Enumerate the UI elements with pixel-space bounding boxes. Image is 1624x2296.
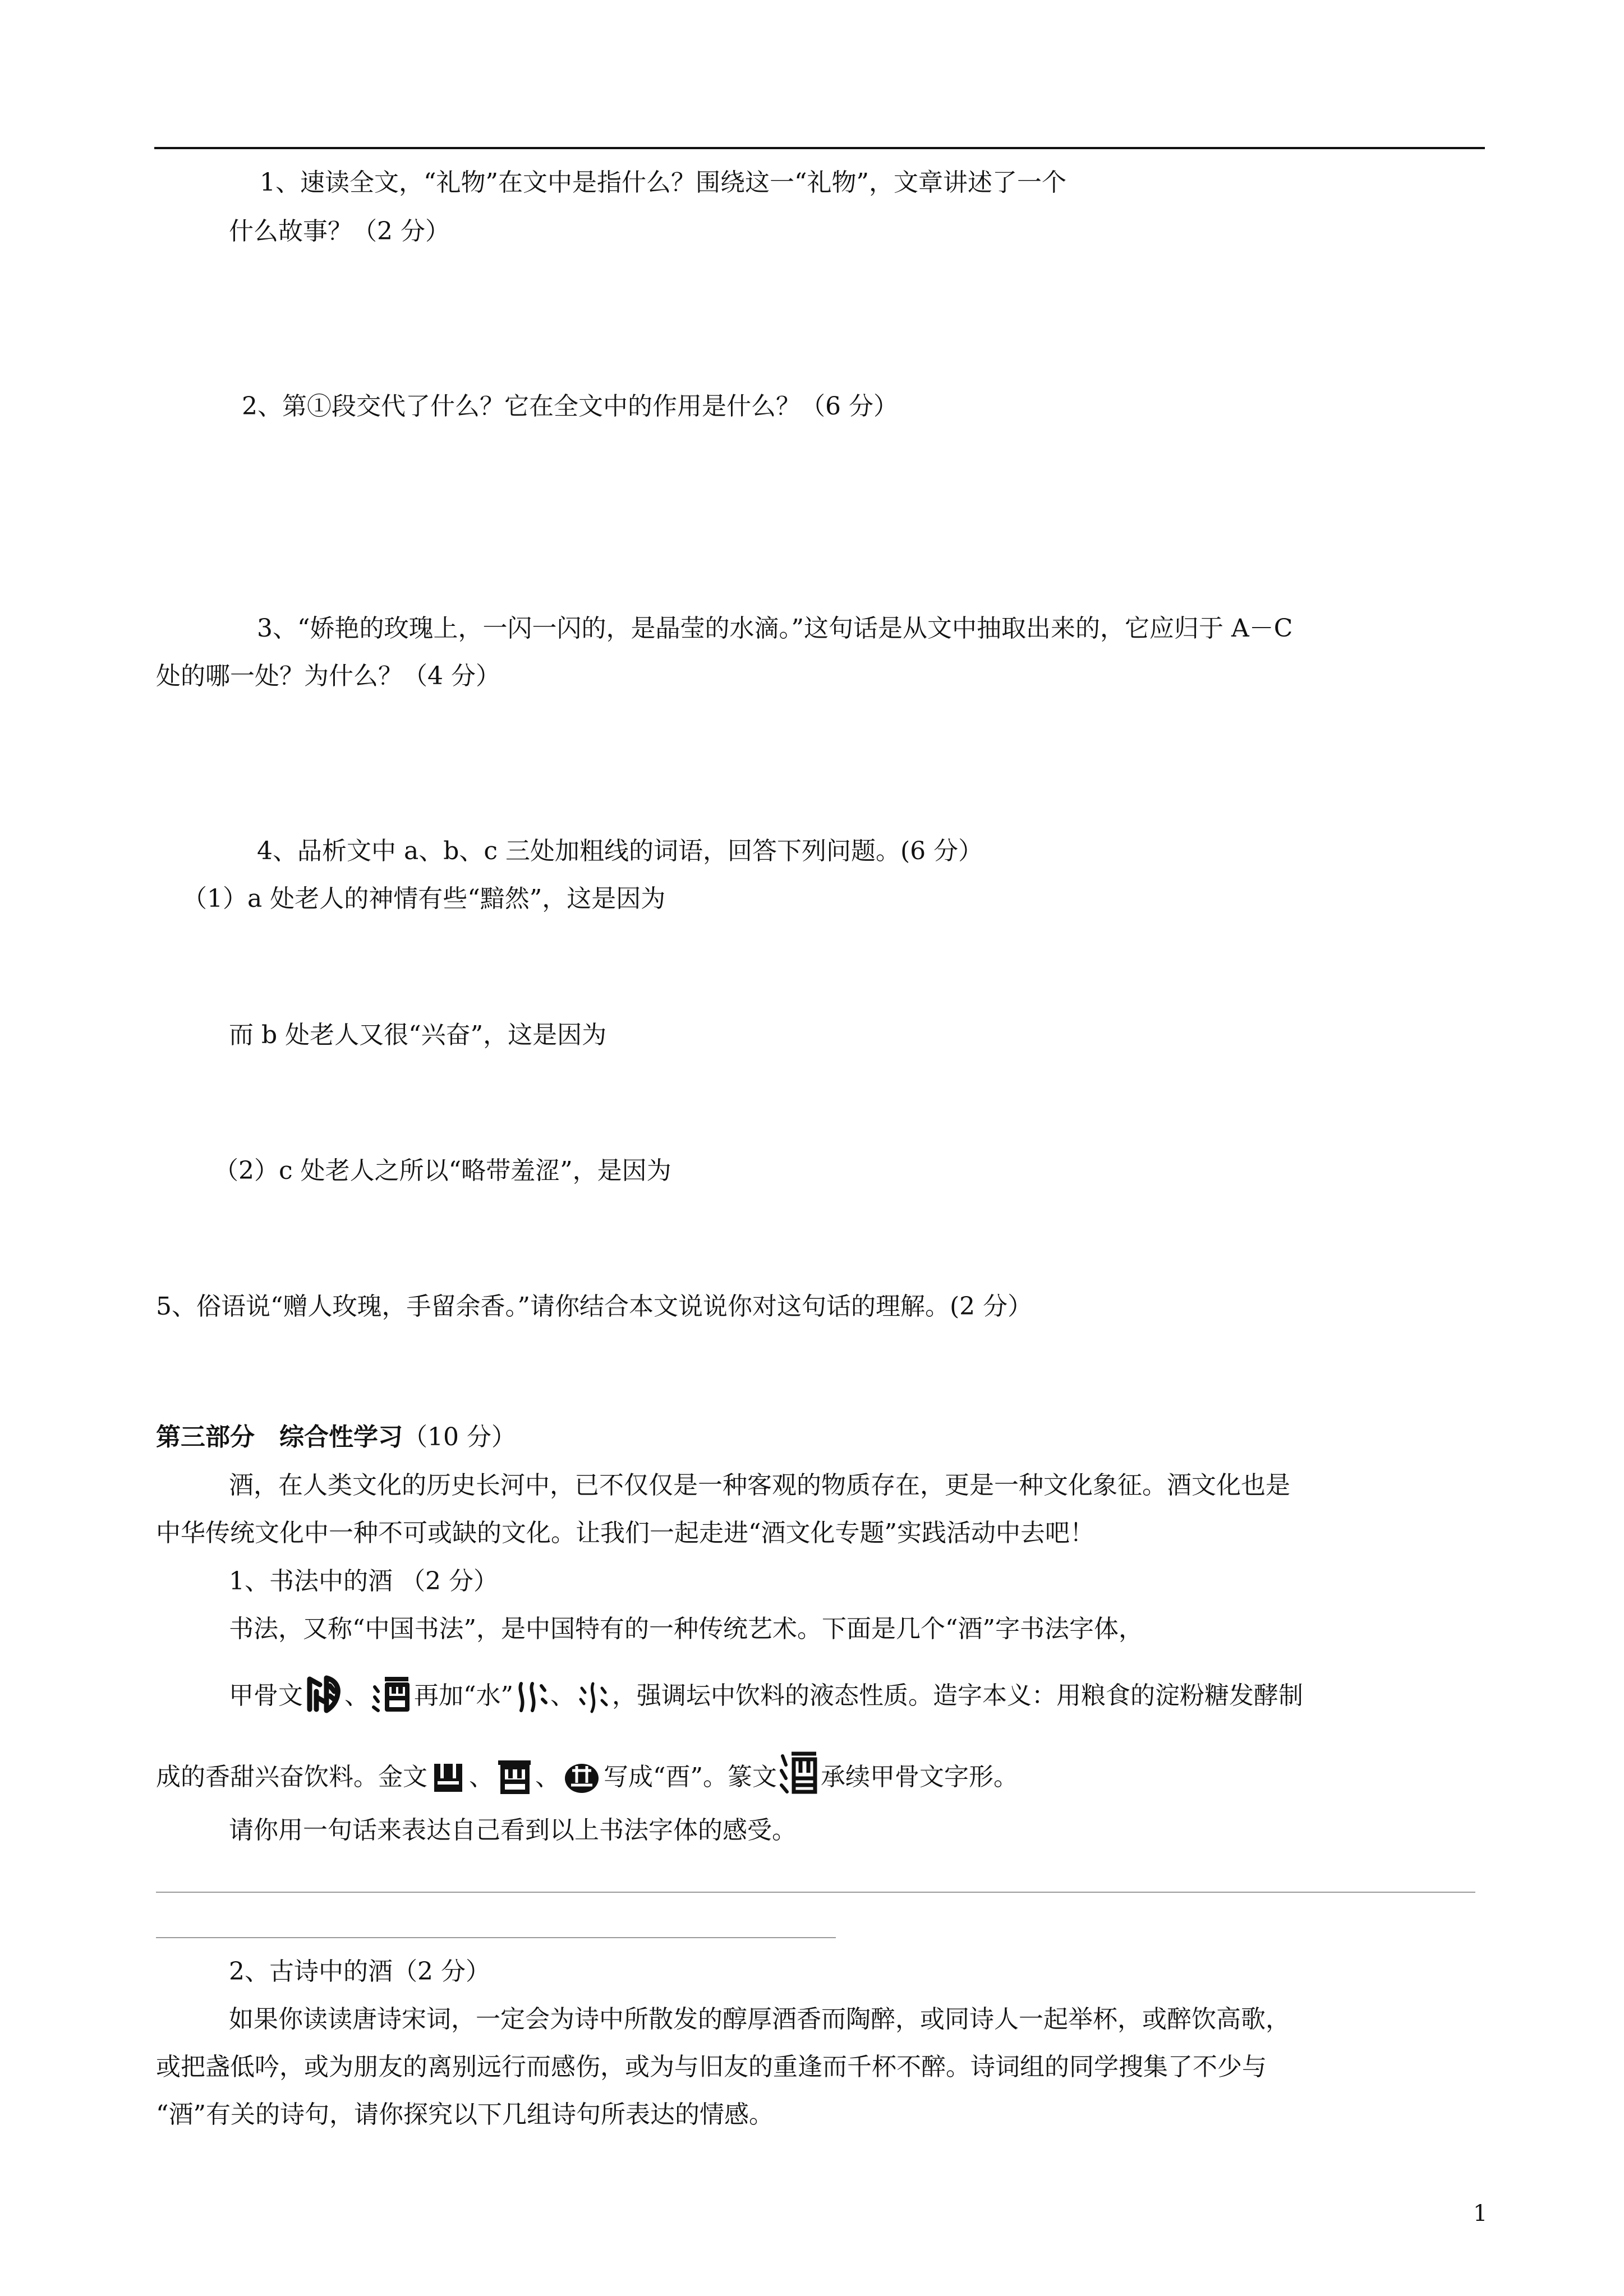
section-1-line-1: 书法，又称“中国书法”，是中国特有的一种传统艺术。下面是几个“酒”字书法字体， <box>229 1615 1143 1643</box>
section-2-title: 2、古诗中的酒（2 分） <box>229 1957 490 1986</box>
seal-jiu-glyph-icon <box>779 1750 818 1795</box>
question-1-line-1: 1、速读全文，“礼物”在文中是指什么？围绕这一“礼物”，文章讲述了一个 <box>260 168 1066 197</box>
separator: 、 <box>344 1681 369 1710</box>
answer-line-1[interactable] <box>156 1892 1475 1893</box>
water-glyph-1-icon <box>516 1680 548 1714</box>
label-seal: 写成“酉”。篆文 <box>604 1763 777 1791</box>
part3-heading-score: （10 分） <box>403 1423 516 1451</box>
separator: 、 <box>550 1681 575 1710</box>
part3-intro-line-1: 酒，在人类文化的历史长河中，已不仅仅是一种客观的物质存在，更是一种文化象征。酒文化也是 <box>229 1471 1290 1500</box>
question-4-sub-1: （1）a 处老人的神情有些“黯然”，这是因为 <box>182 884 666 913</box>
seal-explanation: 承续甲骨文字形。 <box>821 1763 1018 1791</box>
part3-intro-line-2: 中华传统文化中一种不可或缺的文化。让我们一起走进“酒文化专题”实践活动中去吧！ <box>156 1519 1094 1547</box>
separator: 、 <box>535 1763 560 1791</box>
section-2-line-2: 或把盏低吟，或为朋友的离别远行而感伤，或为与旧友的重逢而千杯不醉。诗词组的同学搜集了不少与 <box>156 2053 1267 2081</box>
label-bronze: 成的香甜兴奋饮料。金文 <box>156 1763 427 1791</box>
oracle-jiu-glyph-2-icon <box>371 1675 412 1714</box>
label-oracle: 甲骨文 <box>229 1681 303 1710</box>
separator: 、 <box>469 1763 494 1791</box>
section-2-line-1: 如果你读读唐诗宋词，一定会为诗中所散发的醇厚酒香而陶醉，或同诗人一起举杯，或醉饮高歌， <box>229 2005 1290 2034</box>
bronze-you-glyph-1-icon <box>430 1758 467 1795</box>
bronze-you-glyph-3-icon <box>562 1758 601 1795</box>
part3-heading <box>156 1422 516 1453</box>
question-3-line-1: 3、“娇艳的玫瑰上，一闪一闪的，是晶莹的水滴。”这句话是从文中抽取出来的，它应归于 A－C <box>257 614 1293 643</box>
question-3-line-2: 处的哪一处？为什么？（4 分） <box>156 662 500 690</box>
header-rule <box>154 147 1485 149</box>
question-1-line-2: 什么故事？（2 分） <box>229 217 450 246</box>
section-1-line-3 <box>156 1750 1018 1795</box>
oracle-explanation: ，强调坛中饮料的液态性质。造字本义：用粮食的淀粉糖发酵制 <box>612 1681 1303 1710</box>
oracle-jiu-glyph-1-icon <box>305 1675 342 1714</box>
section-2-line-3: “酒”有关的诗句，请你探究以下几组诗句所表达的情感。 <box>156 2100 774 2129</box>
question-4: 4、品析文中 a、b、c 三处加粗线的词语，回答下列问题。(6 分） <box>257 837 983 865</box>
section-1-prompt: 请你用一句话来表达自己看到以上书法字体的感受。 <box>229 1816 797 1845</box>
section-1-line-2 <box>229 1675 1303 1714</box>
question-4-sub-2: （2）c 处老人之所以“略带羞涩”，是因为 <box>214 1156 671 1185</box>
part3-heading-title: 第三部分 综合性学习 <box>156 1423 403 1451</box>
page-number: 1 <box>1473 2201 1488 2226</box>
question-5: 5、俗语说“赠人玫瑰，手留余香。”请你结合本文说说你对这句话的理解。(2 分） <box>156 1292 1033 1321</box>
label-add-water: 再加“水” <box>414 1681 513 1710</box>
question-2: 2、第①段交代了什么？它在全文中的作用是什么？（6 分） <box>242 392 898 421</box>
answer-line-2[interactable] <box>156 1937 836 1938</box>
question-4-sub-1b: 而 b 处老人又很“兴奋”，这是因为 <box>229 1021 607 1049</box>
water-glyph-2-icon <box>577 1680 610 1714</box>
section-1-title: 1、书法中的酒 （2 分） <box>229 1567 498 1596</box>
bronze-you-glyph-2-icon <box>496 1758 533 1795</box>
